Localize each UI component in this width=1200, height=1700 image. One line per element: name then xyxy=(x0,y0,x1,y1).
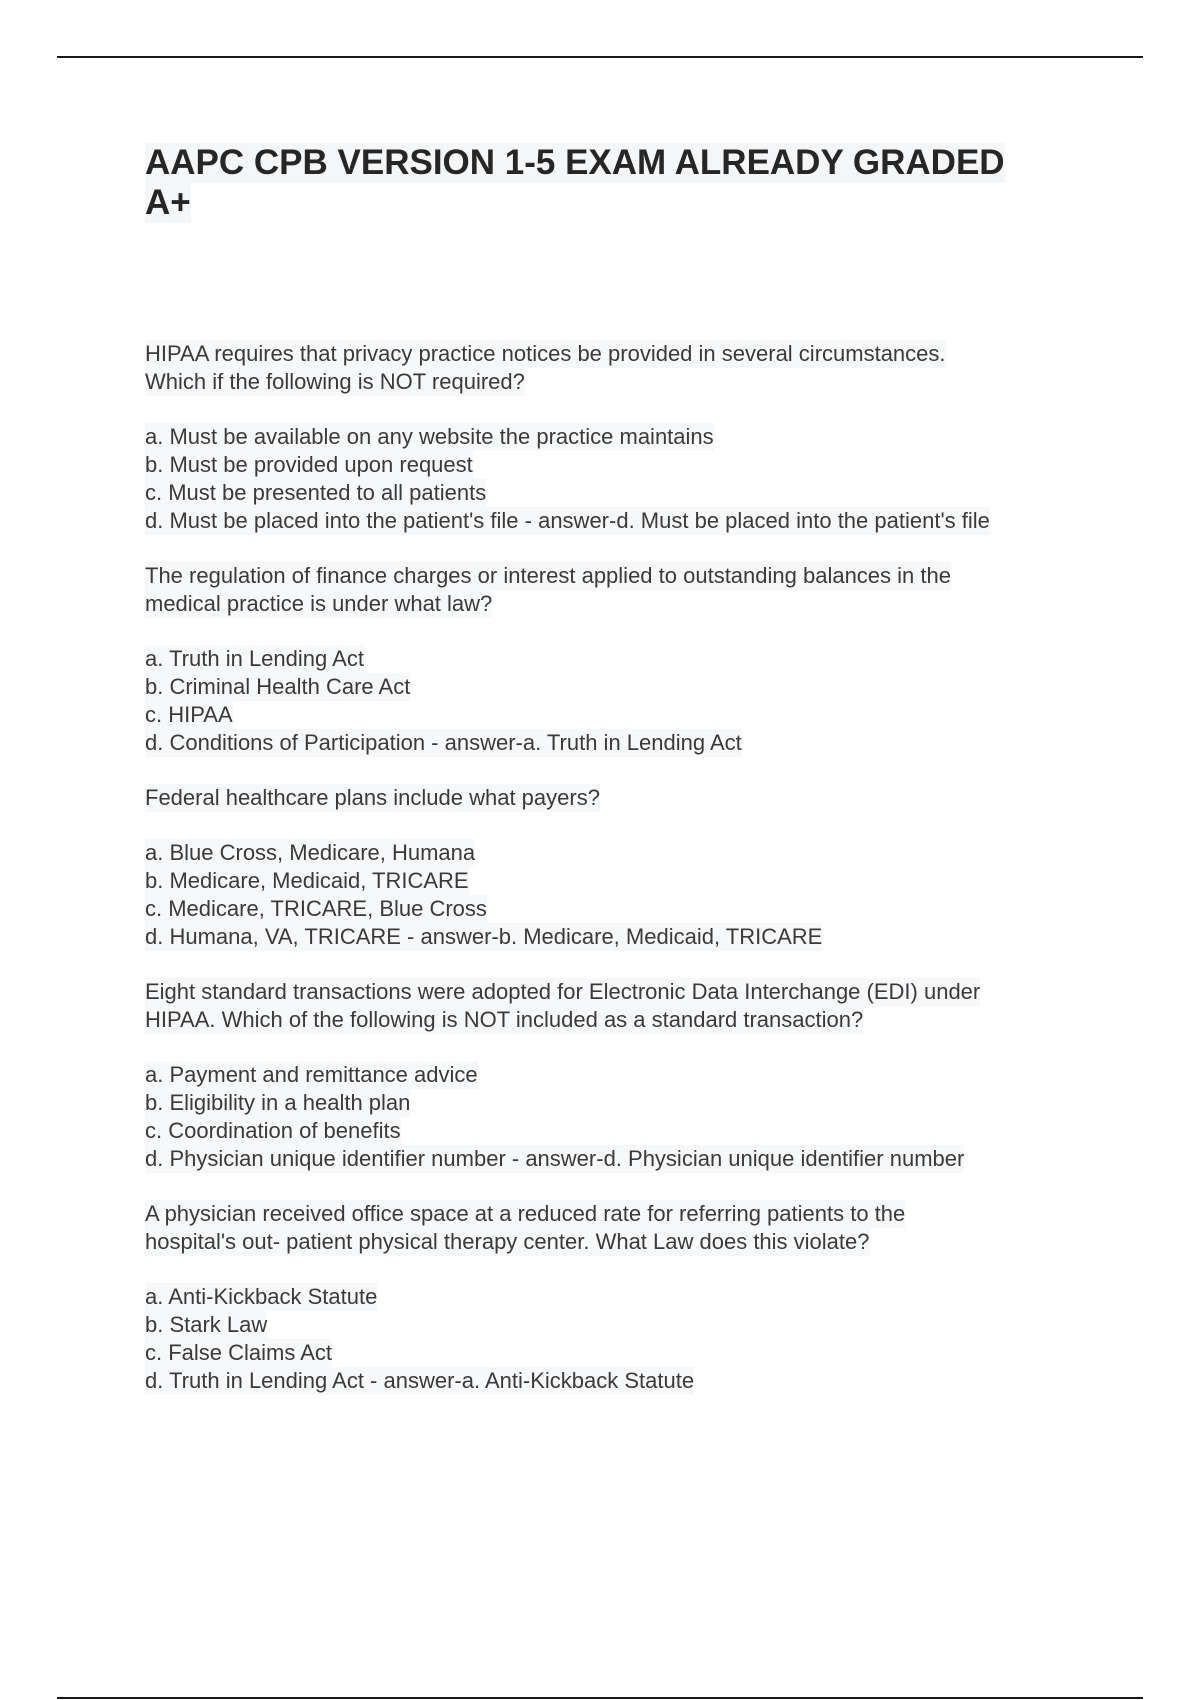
answer-option: c. Must be presented to all patients xyxy=(145,480,487,505)
answer-options xyxy=(145,645,1105,757)
question-text xyxy=(145,1200,1105,1256)
answer-option-with-key: d. Conditions of Participation - answer-a. Truth in Lending Act xyxy=(145,730,742,755)
question-block xyxy=(145,340,1105,535)
answer-option: a. Truth in Lending Act xyxy=(145,646,364,671)
answer-option: a. Anti-Kickback Statute xyxy=(145,1284,378,1309)
answer-options xyxy=(145,1061,1105,1173)
answer-option-with-key: d. Must be placed into the patient's file - answer-d. Must be placed into the patient's file xyxy=(145,508,990,533)
title-line: AAPC CPB VERSION 1-5 EXAM ALREADY GRADED xyxy=(145,143,1005,182)
answer-option: c. HIPAA xyxy=(145,702,233,727)
answer-options xyxy=(145,1283,1105,1395)
answer-option: b. Stark Law xyxy=(145,1312,268,1337)
answer-option-with-key: d. Physician unique identifier number - answer-d. Physician unique identifier number xyxy=(145,1146,965,1171)
answer-option-with-key: d. Humana, VA, TRICARE - answer-b. Medicare, Medicaid, TRICARE xyxy=(145,924,823,949)
question-text xyxy=(145,340,1105,396)
answer-option: a. Must be available on any website the practice maintains xyxy=(145,424,714,449)
answer-option: b. Eligibility in a health plan xyxy=(145,1090,411,1115)
question-block xyxy=(145,784,1105,951)
question-line: HIPAA. Which of the following is NOT included as a standard transaction? xyxy=(145,1007,864,1032)
question-list xyxy=(145,340,1105,1422)
question-line: Federal healthcare plans include what payers? xyxy=(145,785,600,810)
answer-option: c. False Claims Act xyxy=(145,1340,333,1365)
question-line: Which if the following is NOT required? xyxy=(145,369,525,394)
title-line: A+ xyxy=(145,183,191,222)
answer-option: b. Must be provided upon request xyxy=(145,452,473,477)
question-line: HIPAA requires that privacy practice notices be provided in several circumstances. xyxy=(145,341,946,366)
answer-option: c. Coordination of benefits xyxy=(145,1118,401,1143)
question-line: The regulation of finance charges or interest applied to outstanding balances in the xyxy=(145,563,951,588)
answer-option-with-key: d. Truth in Lending Act - answer-a. Anti-Kickback Statute xyxy=(145,1368,695,1393)
answer-option: a. Payment and remittance advice xyxy=(145,1062,478,1087)
question-text xyxy=(145,978,1105,1034)
question-line: Eight standard transactions were adopted for Electronic Data Interchange (EDI) under xyxy=(145,979,981,1004)
question-text xyxy=(145,784,1105,812)
document-title xyxy=(145,143,1045,223)
bottom-divider xyxy=(57,1697,1143,1699)
question-block xyxy=(145,1200,1105,1395)
answer-options xyxy=(145,423,1105,535)
question-line: A physician received office space at a reduced rate for referring patients to the xyxy=(145,1201,906,1226)
question-line: hospital's out- patient physical therapy center. What Law does this violate? xyxy=(145,1229,870,1254)
question-block xyxy=(145,562,1105,757)
question-text xyxy=(145,562,1105,618)
answer-option: b. Medicare, Medicaid, TRICARE xyxy=(145,868,469,893)
answer-option: b. Criminal Health Care Act xyxy=(145,674,411,699)
answer-option: c. Medicare, TRICARE, Blue Cross xyxy=(145,896,487,921)
answer-options xyxy=(145,839,1105,951)
question-block xyxy=(145,978,1105,1173)
question-line: medical practice is under what law? xyxy=(145,591,493,616)
answer-option: a. Blue Cross, Medicare, Humana xyxy=(145,840,476,865)
top-divider xyxy=(57,56,1143,58)
